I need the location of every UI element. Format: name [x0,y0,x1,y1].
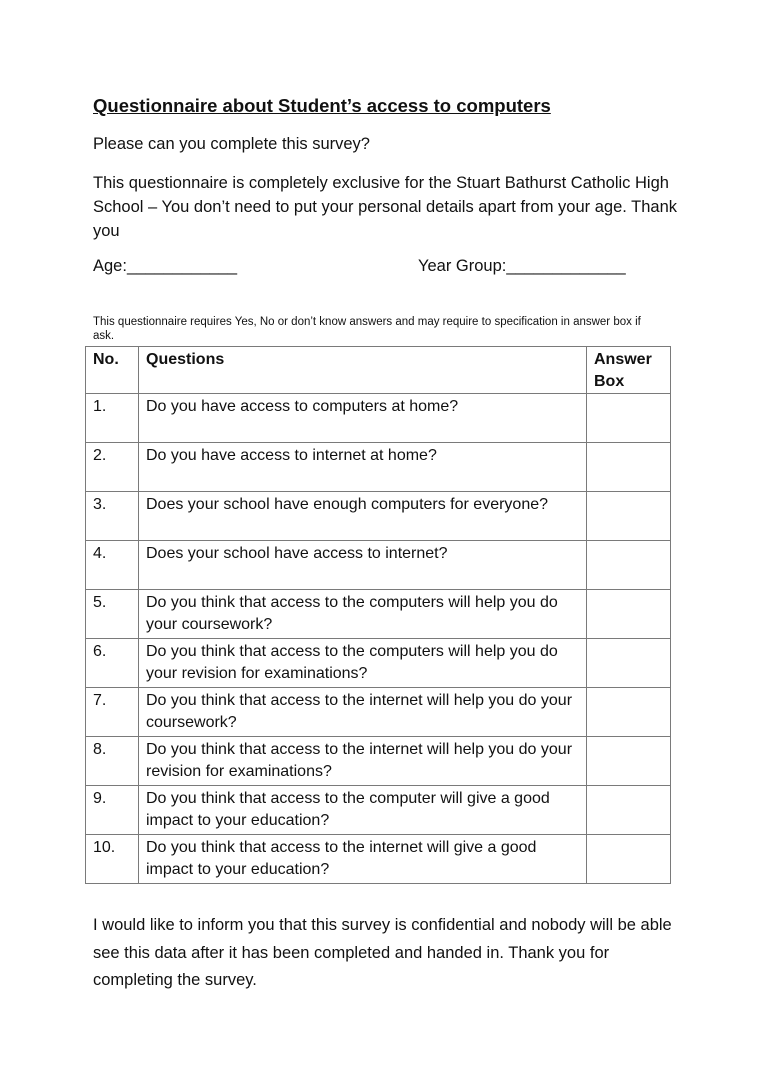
answer-box[interactable] [587,394,671,443]
row-question: Do you think that access to the computers will help you do your revision for examinations? [139,639,587,688]
table-row [86,835,671,884]
questions-table [85,346,671,884]
row-number: 8. [86,737,139,786]
row-number: 9. [86,786,139,835]
answer-box[interactable] [587,737,671,786]
document-title: Questionnaire about Student’s access to computers [93,95,551,116]
row-question: Do you think that access to the computer will give a good impact to your education? [139,786,587,835]
header-answer-box: Answer Box [587,347,671,394]
row-number: 5. [86,590,139,639]
row-number: 7. [86,688,139,737]
year-group-field[interactable]: Year Group:_____________ [418,257,626,275]
answer-box[interactable] [587,688,671,737]
answer-box[interactable] [587,492,671,541]
row-question: Do you think that access to the computers will help you do your coursework? [139,590,587,639]
row-number: 6. [86,639,139,688]
table-row [86,737,671,786]
row-question: Do you have access to computers at home? [139,394,587,443]
row-question: Does your school have access to internet? [139,541,587,590]
row-number: 1. [86,394,139,443]
row-question: Do you think that access to the internet will help you do your revision for examinations? [139,737,587,786]
row-number: 10. [86,835,139,884]
row-question: Do you have access to internet at home? [139,443,587,492]
survey-request: Please can you complete this survey? [93,135,370,153]
answer-box[interactable] [587,786,671,835]
table-header-row [86,347,671,394]
answer-box[interactable] [587,835,671,884]
table-row [86,394,671,443]
table-row [86,590,671,639]
closing-paragraph: I would like to inform you that this survey is confidential and nobody will be able see this data after it has been completed and handed in. Thank you for completing the survey. [93,916,672,989]
instructions-text: This questionnaire requires Yes, No or don’t know answers and may require to specification in answer box if ask. [93,316,641,342]
row-number: 4. [86,541,139,590]
row-question: Does your school have enough computers for everyone? [139,492,587,541]
intro-paragraph: This questionnaire is completely exclusive for the Stuart Bathurst Catholic High School – You don’t need to put your personal details apart from your age. Thank you [93,174,678,240]
table-row [86,639,671,688]
row-number: 2. [86,443,139,492]
header-questions: Questions [139,347,587,394]
row-question: Do you think that access to the internet will give a good impact to your education? [139,835,587,884]
table-row [86,443,671,492]
header-no: No. [86,347,139,394]
age-field[interactable]: Age:____________ [93,257,238,275]
row-number: 3. [86,492,139,541]
answer-box[interactable] [587,443,671,492]
answer-box[interactable] [587,590,671,639]
row-question: Do you think that access to the internet will help you do your coursework? [139,688,587,737]
table-row [86,541,671,590]
answer-box[interactable] [587,541,671,590]
table-row [86,786,671,835]
table-row [86,688,671,737]
table-row [86,492,671,541]
answer-box[interactable] [587,639,671,688]
